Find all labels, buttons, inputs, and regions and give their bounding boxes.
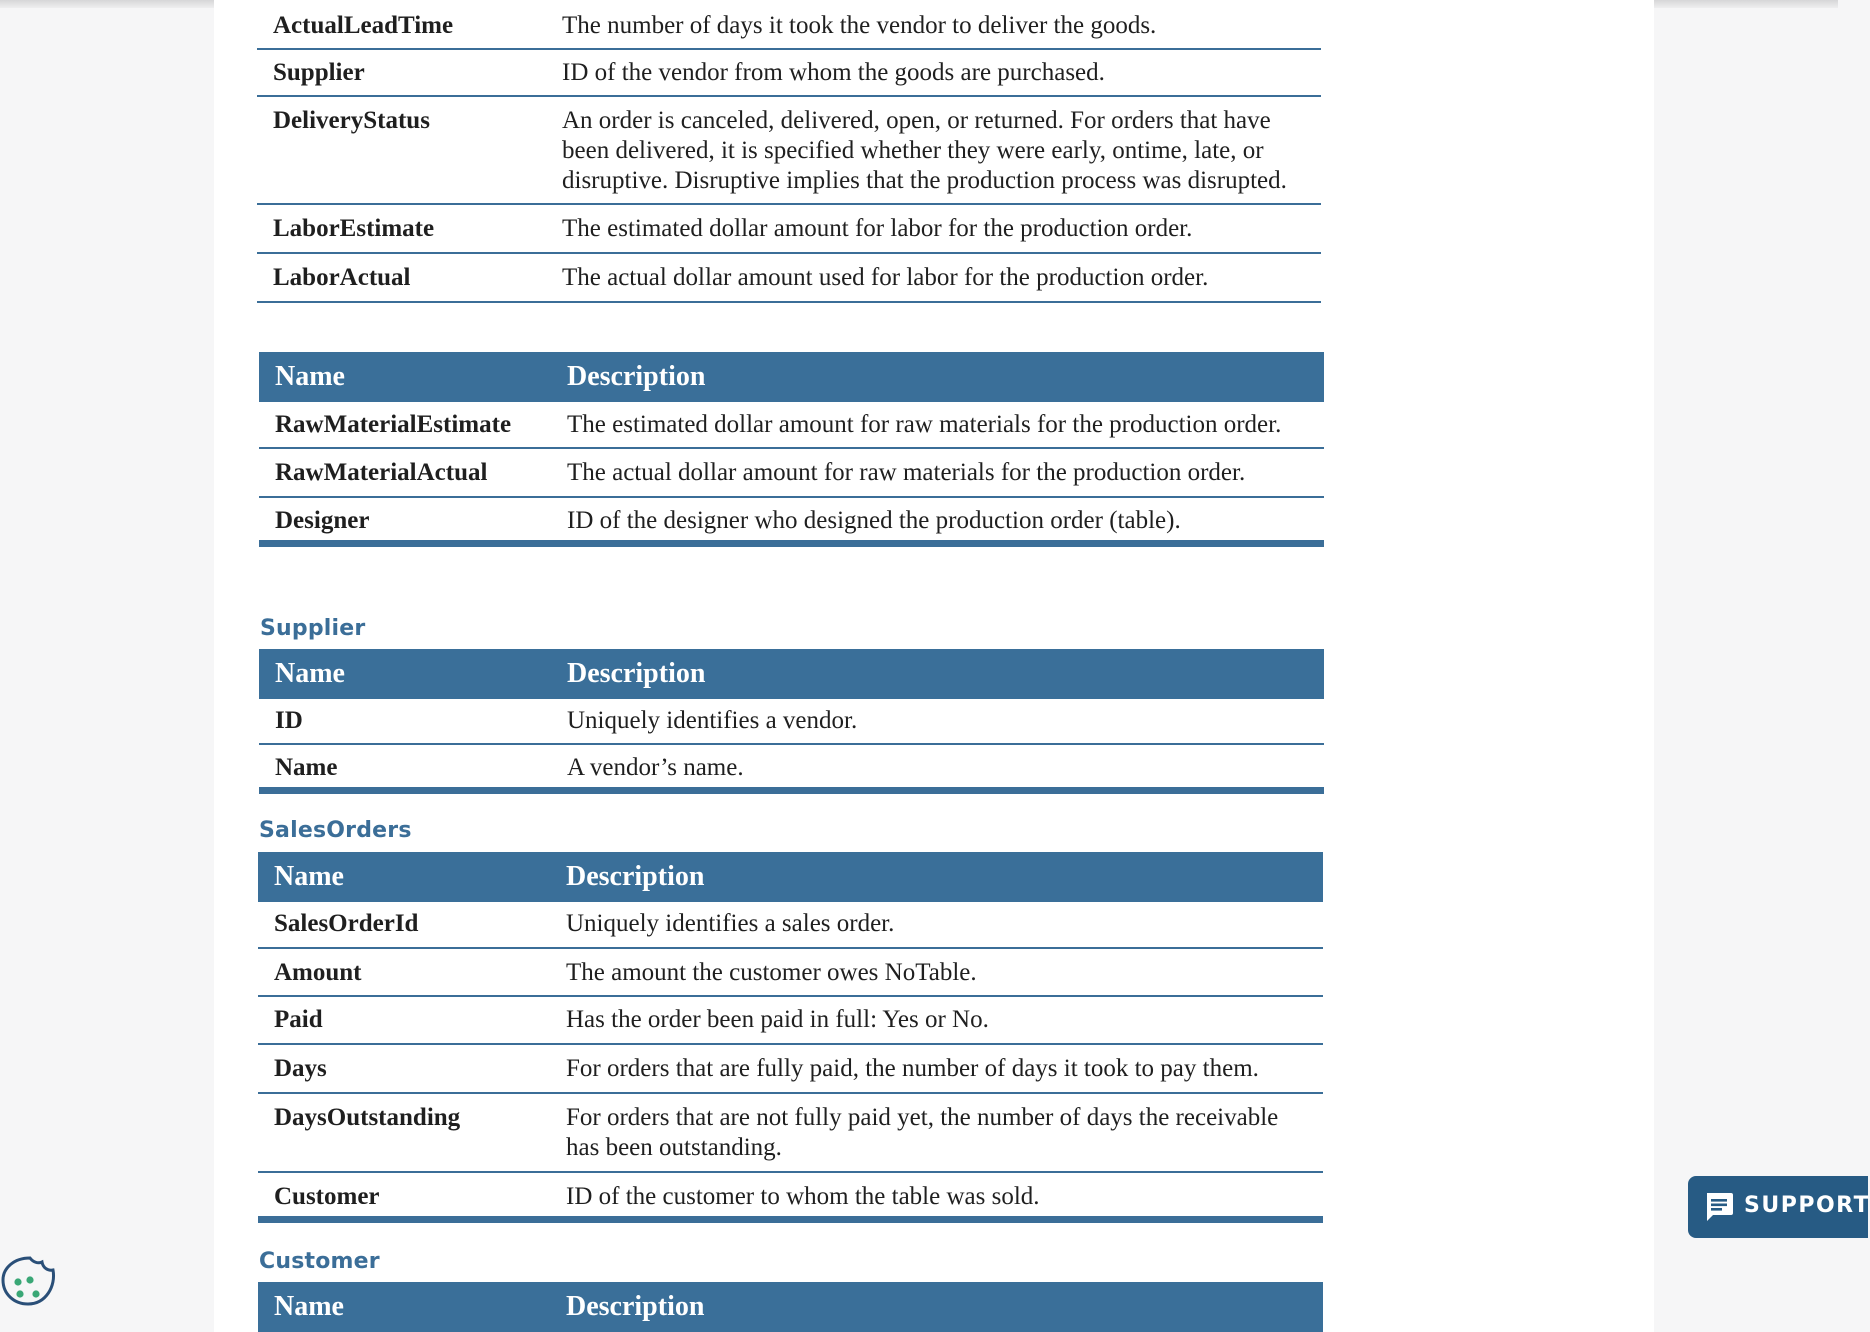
section-title-customer: Customer <box>259 1249 380 1274</box>
field-description: Has the order been paid in full: Yes or No. <box>566 996 1323 1044</box>
table-row <box>257 204 1321 253</box>
field-name: Paid <box>258 996 566 1044</box>
table-row <box>259 448 1324 497</box>
field-description: ID of the designer who designed the production order (table). <box>567 497 1324 544</box>
field-description: For orders that are fully paid, the number of days it took to pay them. <box>566 1044 1323 1093</box>
table-header <box>258 852 1323 902</box>
production-order-table <box>257 8 1321 303</box>
field-description: Uniquely identifies a vendor. <box>567 699 1324 744</box>
field-name: LaborEstimate <box>257 204 562 253</box>
field-name: DeliveryStatus <box>257 96 562 204</box>
cookie-settings-button[interactable] <box>0 1252 58 1314</box>
customer-table <box>258 1282 1323 1332</box>
table-row <box>258 1044 1323 1093</box>
field-description: An order is canceled, delivered, open, or returned. For orders that have been delivered, it is specified whether they were early, ontime, late, or disruptive. Disruptive implies that the production process was disrupted. <box>562 96 1321 204</box>
cookie-icon <box>0 1252 58 1314</box>
field-name: Supplier <box>257 49 562 96</box>
header-name: Name <box>259 649 567 699</box>
field-name: ActualLeadTime <box>257 8 562 49</box>
table-header <box>259 352 1324 402</box>
table-row <box>257 253 1321 302</box>
table-header <box>258 1282 1323 1332</box>
field-description: The estimated dollar amount for raw materials for the production order. <box>567 402 1324 448</box>
field-name: Days <box>258 1044 566 1093</box>
table-header <box>259 649 1324 699</box>
field-description: The estimated dollar amount for labor for the production order. <box>562 204 1321 253</box>
header-name: Name <box>258 1282 566 1332</box>
supplier-table <box>259 649 1324 794</box>
table-row <box>257 49 1321 96</box>
header-name: Name <box>258 852 566 902</box>
header-description: Description <box>567 649 1324 699</box>
table-row <box>257 96 1321 204</box>
field-description: For orders that are not fully paid yet, the number of days the receivable has been outstanding. <box>566 1093 1323 1172</box>
table-row <box>259 402 1324 448</box>
header-description: Description <box>567 352 1324 402</box>
field-description: ID of the vendor from whom the goods are purchased. <box>562 49 1321 96</box>
header-description: Description <box>566 852 1323 902</box>
field-description: ID of the customer to whom the table was sold. <box>566 1172 1323 1220</box>
field-name: Name <box>259 744 567 791</box>
table-row <box>258 948 1323 996</box>
field-name: RawMaterialEstimate <box>259 402 567 448</box>
table-row <box>259 497 1324 544</box>
field-name: Customer <box>258 1172 566 1220</box>
field-name: SalesOrderId <box>258 902 566 948</box>
field-name: Amount <box>258 948 566 996</box>
field-description: A vendor’s name. <box>567 744 1324 791</box>
production-order-table-continued <box>259 352 1324 547</box>
section-title-sales-orders: SalesOrders <box>259 818 412 843</box>
table-row <box>259 744 1324 791</box>
header-name: Name <box>259 352 567 402</box>
field-name: LaborActual <box>257 253 562 302</box>
table-row <box>258 902 1323 948</box>
sales-orders-table <box>258 852 1323 1223</box>
field-name: RawMaterialActual <box>259 448 567 497</box>
field-name: ID <box>259 699 567 744</box>
chat-icon <box>1704 1191 1734 1223</box>
section-title-supplier: Supplier <box>260 616 366 641</box>
document-page <box>214 0 1654 1332</box>
field-description: The amount the customer owes NoTable. <box>566 948 1323 996</box>
field-name: DaysOutstanding <box>258 1093 566 1172</box>
field-name: Designer <box>259 497 567 544</box>
table-row <box>257 8 1321 49</box>
field-description: The number of days it took the vendor to deliver the goods. <box>562 8 1321 49</box>
header-description: Description <box>566 1282 1323 1332</box>
support-button[interactable] <box>1688 1176 1868 1238</box>
field-description: Uniquely identifies a sales order. <box>566 902 1323 948</box>
field-description: The actual dollar amount used for labor for the production order. <box>562 253 1321 302</box>
table-row <box>258 996 1323 1044</box>
table-row <box>258 1093 1323 1172</box>
table-row <box>258 1172 1323 1220</box>
table-row <box>259 699 1324 744</box>
support-label: SUPPORT <box>1744 1193 1870 1218</box>
field-description: The actual dollar amount for raw materials for the production order. <box>567 448 1324 497</box>
